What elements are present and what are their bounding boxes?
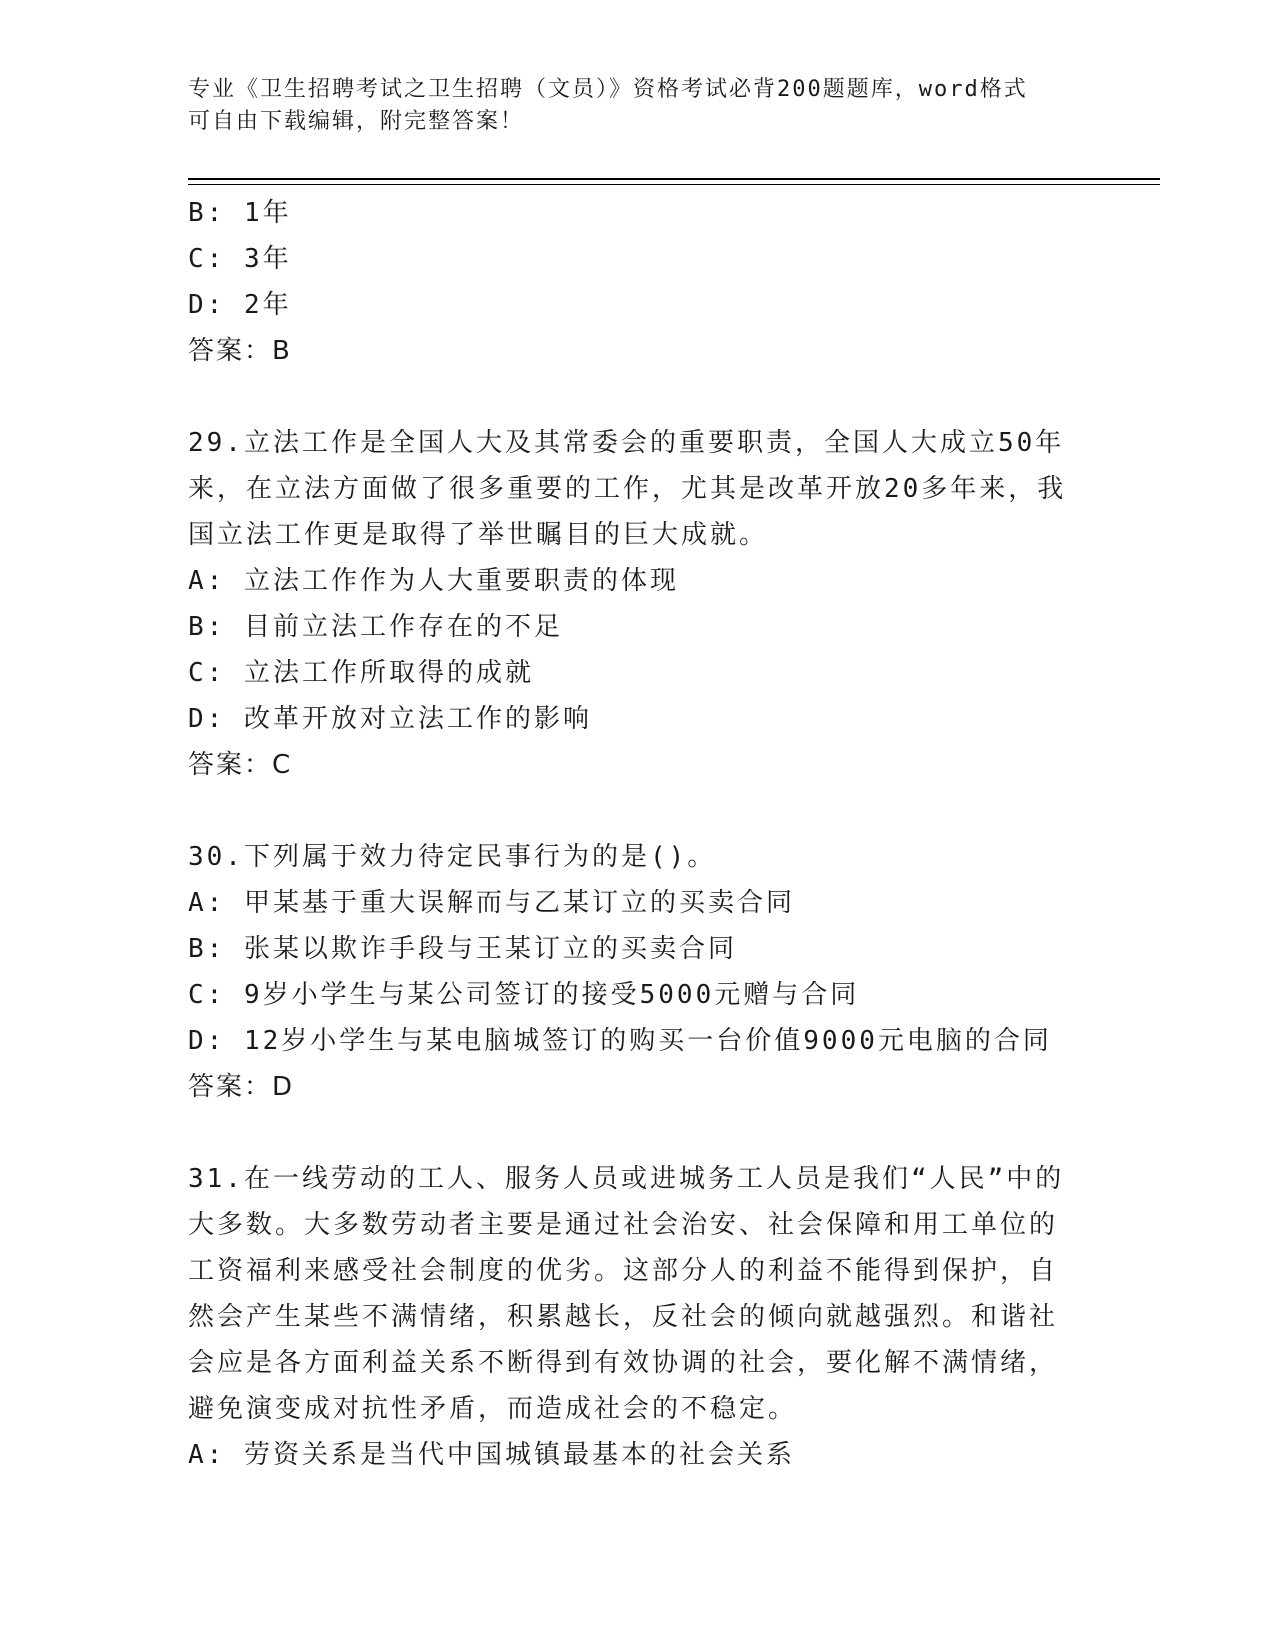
q29-option-b: B: 目前立法工作存在的不足 — [188, 612, 563, 642]
question-30 — [188, 834, 1088, 1110]
q29-stem — [188, 420, 1088, 558]
q29-stem-line: 29.立法工作是全国人大及其常委会的重要职责，全国人大成立50年 — [188, 428, 1065, 458]
q31-stem-line: 31.在一线劳动的工人、服务人员或进城务工人员是我们“人民”中的 — [188, 1164, 1065, 1194]
q29-stem-line: 来，在立法方面做了很多重要的工作，尤其是改革开放20多年来，我 — [188, 474, 1067, 504]
q30-answer: 答案：D — [188, 1072, 295, 1102]
q29-option-c: C: 立法工作所取得的成就 — [188, 658, 534, 688]
q30-option-a: A: 甲某基于重大误解而与乙某订立的买卖合同 — [188, 888, 795, 918]
q28-option-d: D: 2年 — [188, 290, 292, 320]
q28-option-c: C: 3年 — [188, 244, 292, 274]
q29-stem-line: 国立法工作更是取得了举世瞩目的巨大成就。 — [188, 520, 769, 550]
spacer — [188, 374, 1088, 420]
spacer — [188, 1110, 1088, 1156]
q30-stem-line: 30.下列属于效力待定民事行为的是()。 — [188, 842, 717, 872]
q29-option-a: A: 立法工作作为人大重要职责的体现 — [188, 566, 679, 596]
spacer — [188, 788, 1088, 834]
q31-option-a: A: 劳资关系是当代中国城镇最基本的社会关系 — [188, 1440, 795, 1470]
header-line-2: 可自由下载编辑，附完整答案！ — [188, 109, 525, 134]
q31-stem-line: 会应是各方面利益关系不断得到有效协调的社会，要化解不满情绪， — [188, 1348, 1059, 1378]
q31-stem-line: 避免演变成对抗性矛盾，而造成社会的不稳定。 — [188, 1394, 798, 1424]
header-rule-thick — [188, 178, 1160, 180]
question-content — [188, 190, 1088, 1478]
q30-option-b: B: 张某以欺诈手段与王某订立的买卖合同 — [188, 934, 737, 964]
header-line-1: 专业《卫生招聘考试之卫生招聘（文员）》资格考试必背200题题库，word格式 — [188, 77, 1028, 102]
q31-stem-line: 然会产生某些不满情绪，积累越长，反社会的倾向就越强烈。和谐社 — [188, 1302, 1059, 1332]
q30-stem — [188, 834, 1088, 880]
question-28 — [188, 190, 1088, 374]
q29-answer: 答案：C — [188, 750, 293, 780]
q29-option-d: D: 改革开放对立法工作的影响 — [188, 704, 592, 734]
q30-option-c: C: 9岁小学生与某公司签订的接受5000元赠与合同 — [188, 980, 860, 1010]
q28-option-b: B: 1年 — [188, 198, 292, 228]
q31-stem-line: 大多数。大多数劳动者主要是通过社会治安、社会保障和用工单位的 — [188, 1210, 1059, 1240]
question-29 — [188, 420, 1088, 788]
question-31 — [188, 1156, 1088, 1478]
q31-stem-line: 工资福利来感受社会制度的优劣。这部分人的利益不能得到保护，自 — [188, 1256, 1059, 1286]
document-header — [188, 74, 1088, 138]
q31-stem — [188, 1156, 1088, 1432]
q28-answer: 答案：B — [188, 336, 292, 366]
q30-option-d: D: 12岁小学生与某电脑城签订的购买一台价值9000元电脑的合同 — [188, 1026, 1052, 1056]
header-rule-thin — [188, 184, 1160, 185]
